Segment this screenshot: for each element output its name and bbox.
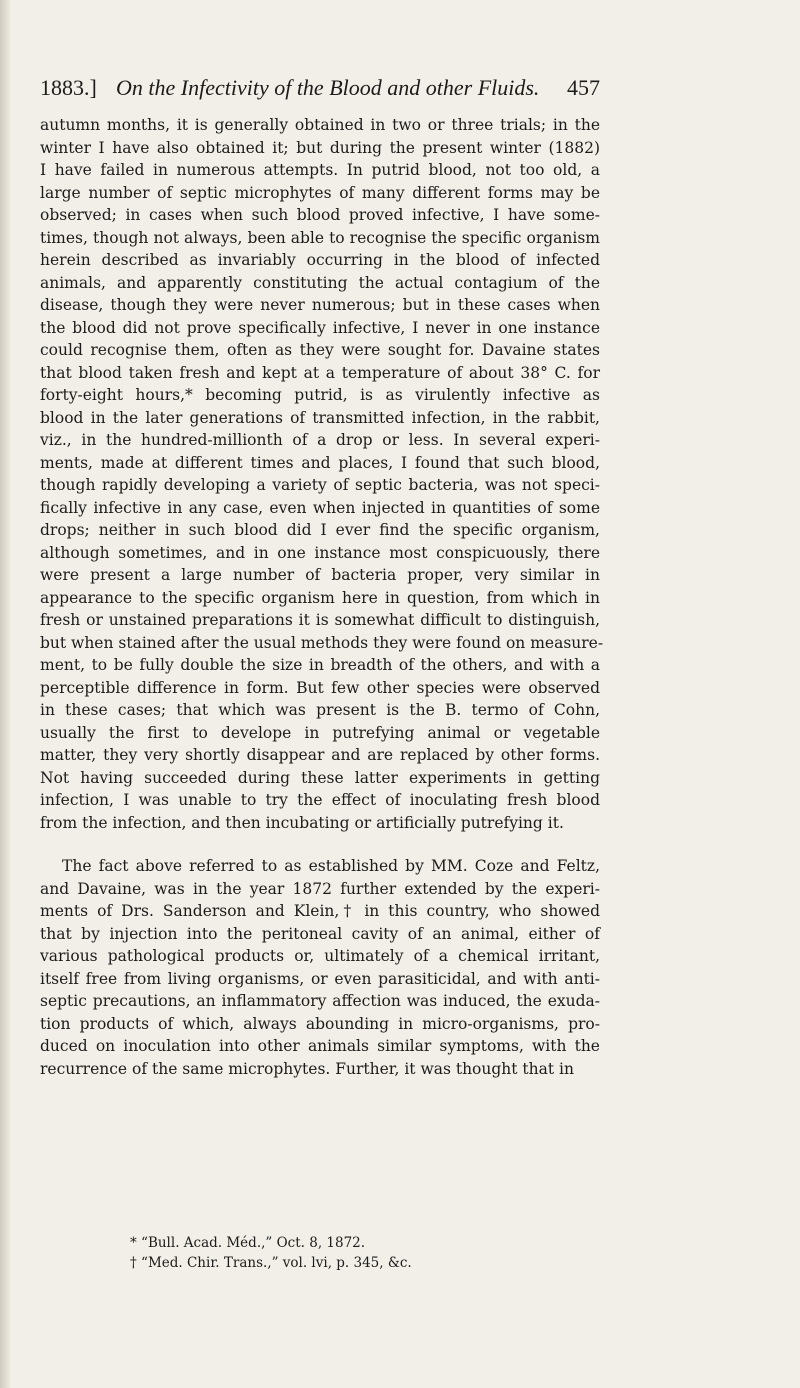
text-line: fresh or unstained preparations it is somewhat difficult to distinguish, <box>40 611 600 629</box>
page-binding-edge <box>0 0 10 1388</box>
text-line: appearance to the specific organism here in question, from which in <box>40 588 600 607</box>
text-line: Not having succeeded during these latter experiments in getting <box>40 768 600 787</box>
text-line: animals, and apparently constituting the actual contagium of the <box>40 273 600 292</box>
footnotes <box>40 1233 600 1273</box>
text-line: disease, though they were never numerous; but in these cases when <box>40 296 600 314</box>
text-line: itself free from living organisms, or even parasiticidal, and with anti- <box>40 969 600 988</box>
footnote: † “Med. Chir. Trans.,” vol. lvi, p. 345, &c. <box>130 1255 412 1271</box>
text-line: but when stained after the usual methods they were found on measure- <box>40 633 604 652</box>
text-line: that blood taken fresh and kept at a temperature of about 38° C. for <box>40 363 600 382</box>
text-line: observed; in cases when such blood proved infective, I have some- <box>40 206 600 224</box>
text-line: viz., in the hundred-millionth of a drop or less. In several experi- <box>40 431 600 449</box>
text-line: drops; neither in such blood did I ever find the specific organism, <box>40 521 600 539</box>
text-line: were present a large number of bacteria proper, very similar in <box>40 566 600 584</box>
text-line: blood in the later generations of transmitted infection, in the rabbit, <box>40 408 600 427</box>
text-line: The fact above referred to as established by MM. Coze and Feltz, <box>62 857 600 875</box>
text-line: ment, to be fully double the size in breadth of the others, and with a <box>40 656 600 674</box>
text-line: ments, made at different times and places, I found that such blood, <box>40 453 600 472</box>
text-line: tion products of which, always abounding in micro-organisms, pro- <box>40 1014 600 1033</box>
text-line: autumn months, it is generally obtained in two or three trials; in the <box>40 116 600 134</box>
text-line: recurrence of the same microphytes. Further, it was thought that in <box>40 1059 574 1078</box>
text-line: infection, I was unable to try the effect of inoculating fresh blood <box>40 791 600 809</box>
text-line: herein described as invariably occurring in the blood of infected <box>40 251 600 269</box>
paragraph <box>40 855 600 1080</box>
text-line: in these cases; that which was present is the B. termo of Cohn, <box>40 701 600 719</box>
body-text <box>40 114 604 1080</box>
text-line: fically infective in any case, even when injected in quantities of some <box>40 498 600 517</box>
text-line: that by injection into the peritoneal cavity of an animal, either of <box>40 924 600 943</box>
text-line: I have failed in numerous attempts. In putrid blood, not too old, a <box>40 161 600 179</box>
text-line: various pathological products or, ultimately of a chemical irritant, <box>40 947 600 965</box>
text-line: although sometimes, and in one instance most conspicuously, there <box>40 543 600 562</box>
footnote: * “Bull. Acad. Méd.,” Oct. 8, 1872. <box>130 1235 366 1251</box>
paragraph-gap <box>40 834 600 855</box>
text-line: from the infection, and then incubating or artificially putrefying it. <box>40 813 564 832</box>
text-line: times, though not always, been able to recognise the specific organism <box>40 228 600 247</box>
running-head-title: On the Infectivity of the Blood and other Fluids. <box>116 75 540 100</box>
text-line: ments of Drs. Sanderson and Klein,† in this country, who showed <box>40 902 600 920</box>
text-line: winter I have also obtained it; but during the present winter (1882) <box>40 138 600 157</box>
text-line: large number of septic microphytes of many different forms may be <box>40 183 600 202</box>
page-number: 457 <box>567 75 600 100</box>
running-head <box>40 70 600 106</box>
text-line: the blood did not prove specifically infective, I never in one instance <box>40 318 600 337</box>
text-line: septic precautions, an inflammatory affection was induced, the exuda- <box>40 992 600 1010</box>
text-line: forty-eight hours,* becoming putrid, is as virulently infective as <box>40 386 600 404</box>
running-head-year: 1883.] <box>40 75 97 100</box>
text-line: duced on inoculation into other animals similar symptoms, with the <box>40 1037 600 1055</box>
text-line: though rapidly developing a variety of septic bacteria, was not speci- <box>40 476 600 494</box>
text-line: and Davaine, was in the year 1872 further extended by the experi- <box>40 879 600 898</box>
text-line: could recognise them, often as they were sought for. Davaine states <box>40 341 600 359</box>
paragraph <box>40 114 604 834</box>
text-line: perceptible difference in form. But few other species were observed <box>40 678 600 697</box>
text-line: matter, they very shortly disappear and are replaced by other forms. <box>40 746 600 764</box>
text-line: usually the first to develope in putrefying animal or vegetable <box>40 723 600 742</box>
